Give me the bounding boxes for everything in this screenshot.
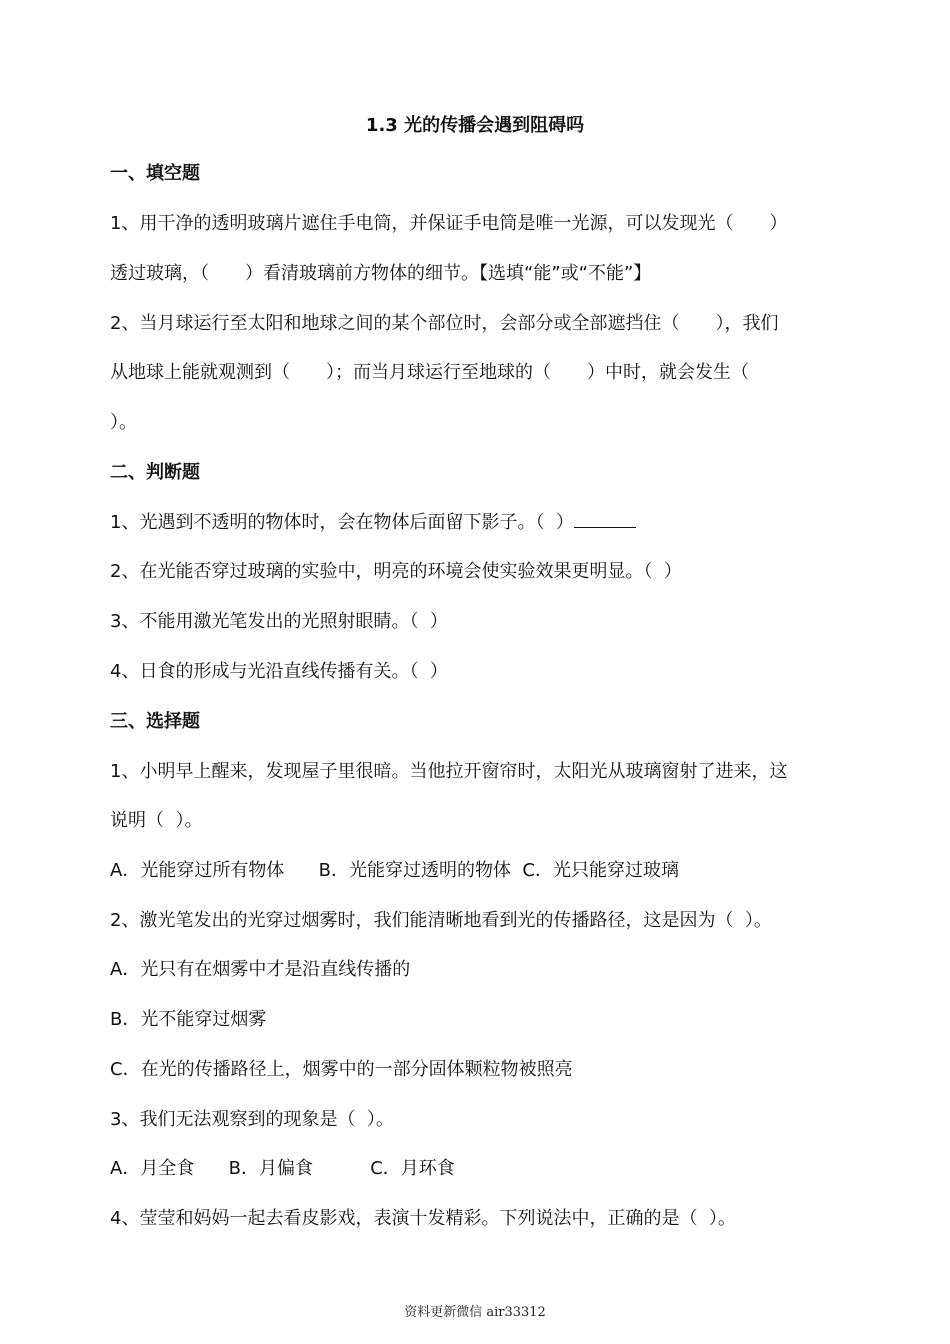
choice-line-2: 说明（ ）。	[110, 810, 203, 831]
choice-line-3: A．光能穿过所有物体 B．光能穿过透明的物体 C．光只能穿过玻璃	[110, 860, 680, 881]
answer-blank	[574, 511, 636, 528]
fill-line-4: 从地球上能就观测到（ ）；而当月球运行至地球的（ ）中时，就会发生（	[110, 362, 749, 383]
section-heading-choice: 三、选择题	[110, 711, 200, 732]
choice-line-7: C．在光的传播路径上，烟雾中的一部分固体颗粒物被照亮	[110, 1059, 573, 1080]
choice-line-4: 2、激光笔发出的光穿过烟雾时，我们能清晰地看到光的传播路径，这是因为（ ）。	[110, 910, 772, 931]
fill-line-2: 透过玻璃，（ ）看清玻璃前方物体的细节。【选填“能”或“不能”】	[110, 263, 652, 284]
section-heading-judge: 二、判断题	[110, 462, 200, 483]
section-heading-fill: 一、填空题	[110, 163, 200, 184]
judge-line-1-text: 1、光遇到不透明的物体时，会在物体后面留下影子。（ ）	[110, 512, 574, 533]
choice-line-9: A．月全食 B．月偏食 C．月环食	[110, 1158, 455, 1179]
fill-line-5: ）。	[110, 412, 137, 433]
judge-line-4: 4、日食的形成与光沿直线传播有关。（ ）	[110, 661, 448, 682]
judge-line-2: 2、在光能否穿过玻璃的实验中，明亮的环境会使实验效果更明显。（ ）	[110, 561, 682, 582]
choice-line-5: A．光只有在烟雾中才是沿直线传播的	[110, 959, 411, 980]
fill-line-1: 1、用干净的透明玻璃片遮住手电筒，并保证手电筒是唯一光源，可以发现光（ ）	[110, 213, 788, 234]
page-footer: 资料更新微信 air33312	[404, 1305, 546, 1320]
page-title: 1.3 光的传播会遇到阻碍吗	[365, 115, 585, 136]
choice-line-6: B．光不能穿过烟雾	[110, 1009, 267, 1030]
judge-line-3: 3、不能用激光笔发出的光照射眼睛。（ ）	[110, 611, 448, 632]
choice-line-10: 4、莹莹和妈妈一起去看皮影戏，表演十发精彩。下列说法中，正确的是（ ）。	[110, 1208, 736, 1229]
fill-line-3: 2、当月球运行至太阳和地球之间的某个部位时，会部分或全部遮挡住（ ），我们	[110, 313, 779, 334]
choice-line-1: 1、小明早上醒来，发现屋子里很暗。当他拉开窗帘时，太阳光从玻璃窗射了进来，这	[110, 761, 788, 782]
judge-line-1	[110, 509, 636, 537]
choice-line-8: 3、我们无法观察到的现象是（ ）。	[110, 1109, 394, 1130]
